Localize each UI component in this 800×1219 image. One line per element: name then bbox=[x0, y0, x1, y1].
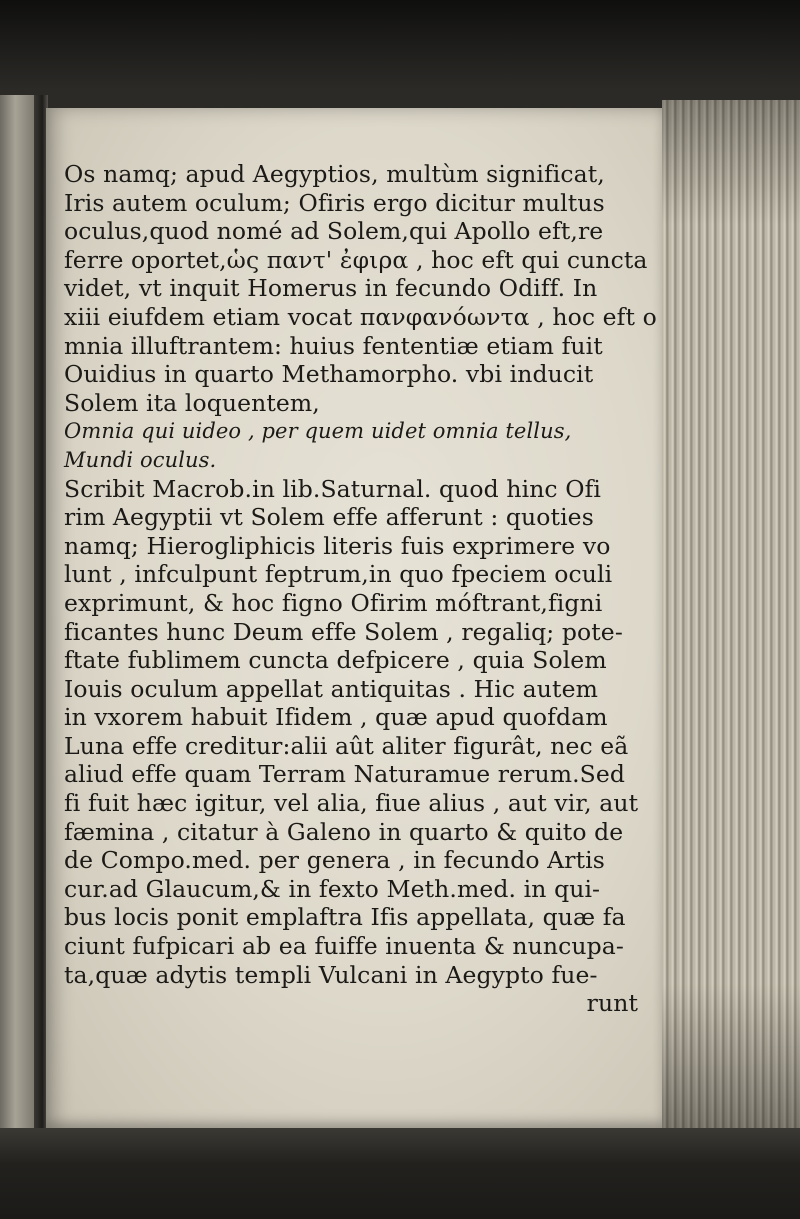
text-line: mnia illuftrantem: huius fententiæ etiam fuit bbox=[64, 331, 603, 360]
catchword: runt bbox=[586, 989, 638, 1018]
text-line: ciunt fufpicari ab ea fuiffe inuenta & nuncupa- bbox=[64, 932, 624, 961]
verse-quote-line: Mundi oculus. bbox=[64, 447, 217, 472]
text-line: cur.ad Glaucum,& in fexto Meth.med. in qui- bbox=[64, 874, 601, 903]
text-line: Ouidius in quarto Methamorpho. vbi inducit bbox=[64, 360, 594, 389]
page-text bbox=[64, 160, 664, 1018]
text-line: Os namq; apud Aegyptios, multùm significat, bbox=[64, 160, 605, 188]
text-line: Solem ita loquentem, bbox=[64, 388, 320, 417]
text-line: Luna effe creditur:alii aût aliter figurât, nec eã bbox=[64, 731, 629, 760]
text-line: ta,quæ adytis templi Vulcani in Aegypto fue- bbox=[64, 960, 598, 989]
text-line: ftate fublimem cuncta defpicere , quia Solem bbox=[64, 646, 607, 675]
text-line: rim Aegyptii vt Solem effe afferunt : quoties bbox=[64, 503, 594, 532]
facing-page-edge bbox=[0, 95, 34, 1135]
text-line: namq; Hierogliphicis literis fuis exprimere vo bbox=[64, 531, 611, 560]
text-line: Iouis oculum appellat antiquitas . Hic autem bbox=[64, 674, 598, 703]
text-line: oculus,quod nomé ad Solem,qui Apollo eft,re bbox=[64, 217, 604, 246]
text-line: exprimunt, & hoc figno Ofirim móftrant,figni bbox=[64, 588, 603, 617]
text-line: in vxorem habuit Ifidem , quæ apud quofdam bbox=[64, 703, 608, 732]
text-line: xiii eiufdem etiam vocat πανφανόωντα , hoc eft o bbox=[64, 302, 657, 331]
text-line: bus locis ponit emplaftra Ifis appellata, quæ fa bbox=[64, 903, 626, 932]
text-line: Iris autem oculum; Ofiris ergo dicitur multus bbox=[64, 188, 605, 217]
text-line: de Compo.med. per genera , in fecundo Artis bbox=[64, 846, 605, 875]
text-line: fæmina , citatur à Galeno in quarto & quito de bbox=[64, 817, 624, 846]
page-stack-edges bbox=[662, 100, 800, 1140]
bottom-shadow bbox=[0, 1128, 800, 1219]
text-line: ficantes hunc Deum effe Solem , regaliq; pote- bbox=[64, 617, 623, 646]
text-line: videt, vt inquit Homerus in fecundo Odiff. In bbox=[64, 274, 598, 303]
verse-quote-line: Omnia qui uideo , per quem uidet omnia tellus, bbox=[64, 419, 572, 444]
text-line: aliud effe quam Terram Naturamue rerum.Sed bbox=[64, 760, 626, 789]
text-line: lunt , infculpunt feptrum,in quo fpeciem oculi bbox=[64, 560, 613, 589]
text-line: Scribit Macrob.in lib.Saturnal. quod hinc Ofi bbox=[64, 474, 602, 503]
text-line: fi fuit hæc igitur, vel alia, fiue alius , aut vir, aut bbox=[64, 789, 639, 818]
text-line: ferre oportet,ὡς παντ' ἐφιρα , hoc eft qui cuncta bbox=[64, 245, 648, 274]
